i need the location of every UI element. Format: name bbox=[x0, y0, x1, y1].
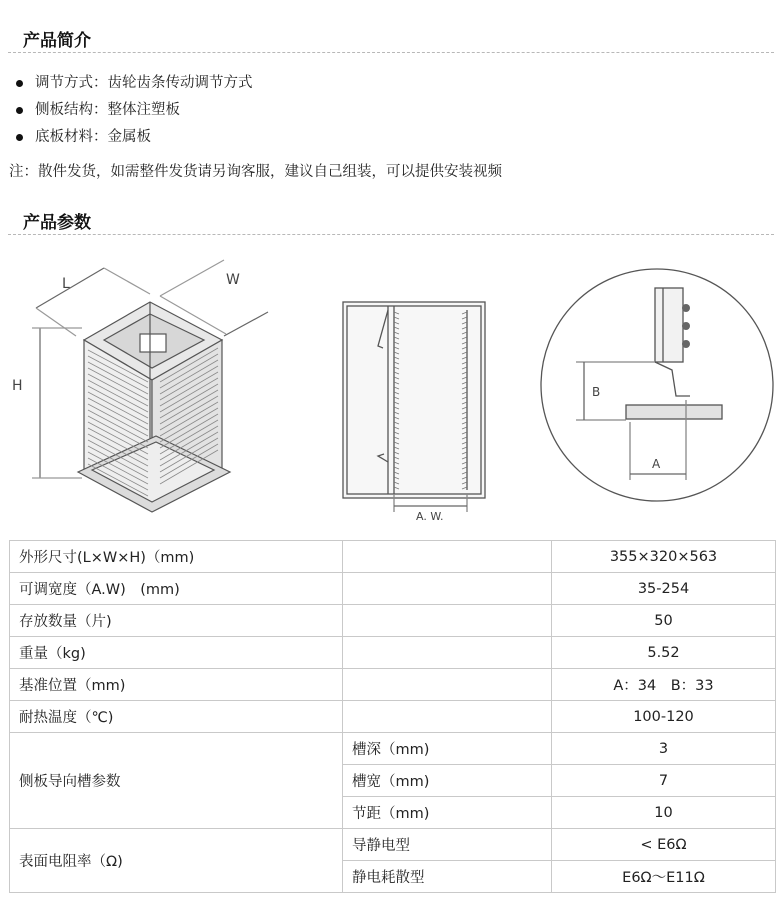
spec-empty-cell bbox=[343, 637, 552, 669]
spec-value: 10 bbox=[552, 797, 776, 829]
table-row bbox=[10, 733, 776, 765]
spec-value: A：34 B：33 bbox=[552, 669, 776, 701]
table-row bbox=[10, 541, 776, 573]
spec-group-label: 表面电阻率（Ω) bbox=[10, 829, 343, 893]
spec-value: 7 bbox=[552, 765, 776, 797]
detail-bolts bbox=[682, 304, 690, 348]
spec-empty-cell bbox=[343, 541, 552, 573]
section-title-params: 产品参数 bbox=[23, 213, 91, 233]
table-row bbox=[10, 573, 776, 605]
table-row bbox=[10, 637, 776, 669]
spec-value: 35-254 bbox=[552, 573, 776, 605]
spec-value: < E6Ω bbox=[552, 829, 776, 861]
label-AW: A. W. bbox=[416, 510, 444, 523]
spec-label: 基准位置（mm) bbox=[10, 669, 343, 701]
list-item: 底板材料：金属板 bbox=[14, 124, 253, 151]
spec-empty-cell bbox=[343, 701, 552, 733]
spec-label: 重量（kg) bbox=[10, 637, 343, 669]
label-L: L bbox=[62, 276, 70, 292]
intro-bullet-list bbox=[14, 70, 253, 151]
spec-sub-label: 导静电型 bbox=[343, 829, 552, 861]
table-row bbox=[10, 701, 776, 733]
spec-group-label: 侧板导向槽参数 bbox=[10, 733, 343, 829]
spec-label: 耐热温度（℃) bbox=[10, 701, 343, 733]
spec-value: 5.52 bbox=[552, 637, 776, 669]
spec-empty-cell bbox=[343, 573, 552, 605]
list-item: 侧板结构：整体注塑板 bbox=[14, 97, 253, 124]
section-divider bbox=[8, 52, 774, 53]
rack-isometric-drawing bbox=[32, 260, 268, 512]
label-B: B bbox=[592, 385, 601, 399]
spec-value: 100-120 bbox=[552, 701, 776, 733]
label-H: H bbox=[12, 378, 23, 394]
spec-value: 50 bbox=[552, 605, 776, 637]
section-title-intro: 产品简介 bbox=[23, 31, 91, 51]
spec-value: 3 bbox=[552, 733, 776, 765]
bullet-dot-icon bbox=[16, 134, 23, 141]
label-A: A bbox=[652, 457, 661, 471]
spec-value: E6Ω～E11Ω bbox=[552, 861, 776, 893]
list-item: 调节方式：齿轮齿条传动调节方式 bbox=[14, 70, 253, 97]
spec-value: 355×320×563 bbox=[552, 541, 776, 573]
product-dimension-diagram bbox=[0, 250, 776, 540]
spec-label: 存放数量（片) bbox=[10, 605, 343, 637]
shipping-note: 注：散件发货，如需整件发货请另询客服，建议自己组装，可以提供安装视频 bbox=[9, 164, 502, 180]
spec-sub-label: 槽深（mm) bbox=[343, 733, 552, 765]
table-row bbox=[10, 605, 776, 637]
table-row bbox=[10, 669, 776, 701]
spec-empty-cell bbox=[343, 669, 552, 701]
table-row bbox=[10, 829, 776, 861]
section-divider bbox=[8, 234, 774, 235]
spec-empty-cell bbox=[343, 605, 552, 637]
spec-sub-label: 槽宽（mm) bbox=[343, 765, 552, 797]
spec-table bbox=[9, 540, 776, 893]
spec-label: 可调宽度（A.W) (mm) bbox=[10, 573, 343, 605]
bullet-dot-icon bbox=[16, 80, 23, 87]
spec-sub-label: 节距（mm) bbox=[343, 797, 552, 829]
spec-label: 外形尺寸(L×W×H)（mm) bbox=[10, 541, 343, 573]
spec-sub-label: 静电耗散型 bbox=[343, 861, 552, 893]
bullet-dot-icon bbox=[16, 107, 23, 114]
label-W: W bbox=[226, 272, 240, 288]
